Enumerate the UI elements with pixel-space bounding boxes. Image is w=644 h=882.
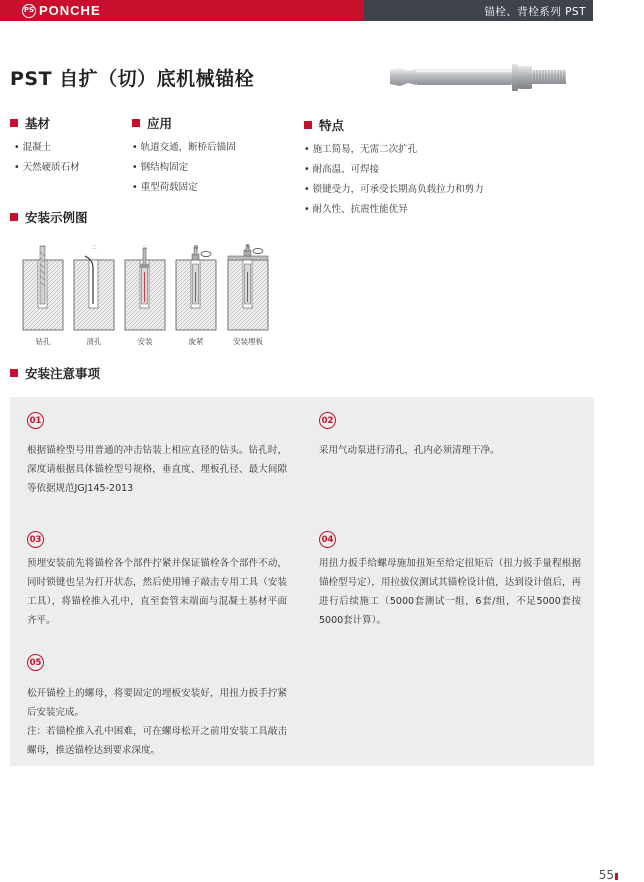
- note-number-badge: 02: [319, 412, 336, 429]
- list-item: • 混凝土: [14, 138, 80, 158]
- material-heading: [10, 114, 50, 132]
- application-heading-text: 应用: [147, 116, 173, 131]
- note-number-badge: 04: [319, 531, 336, 548]
- application-heading: [132, 114, 172, 132]
- section-square-icon: [132, 119, 140, 127]
- page-marker: [615, 873, 618, 880]
- series-label: 锚栓、背栓系列 PST: [484, 6, 586, 18]
- notes-heading-text: 安装注意事项: [25, 366, 101, 381]
- note-number-badge: 05: [27, 654, 44, 671]
- logo-icon: PS: [22, 4, 36, 18]
- note-remark: 注：若锚栓推入孔中困难，可在螺母松开之前用安装工具敲击螺母，推送锚栓达到要求深度。: [27, 726, 287, 756]
- note-text: 预埋安装前先将锚栓各个部件拧紧并保证锚栓各个部件不动，同时锁键也呈为打开状态，然后使用锤子敲击专用工具（安装工具），将锚栓推入孔中，直至套管末端面与混凝土基材平面齐平。: [27, 558, 287, 626]
- step-install-diagram: [124, 242, 166, 332]
- page-title: PST 自扩（切）底机械锚栓: [10, 68, 255, 90]
- material-heading-text: 基材: [25, 116, 51, 131]
- features-heading: [304, 116, 344, 134]
- material-list: [14, 138, 80, 178]
- note-text: 根据锚栓型号用普通的冲击钻装上相应直径的钻头。钻孔时，深度请根据具体锚栓型号规格，垂直度、埋板孔径、最大间隙等依据规范JGJ145-2013: [27, 445, 287, 494]
- section-square-icon: [10, 369, 18, 377]
- step-number: 五: [245, 244, 251, 250]
- step-drill-diagram: [22, 242, 64, 332]
- step-caption: 清孔: [86, 337, 102, 346]
- note-text: 松开锚栓上的螺母，将要固定的埋板安装好，用扭力扳手拧紧后安装完成。: [27, 688, 287, 718]
- notes-heading: [10, 364, 100, 382]
- step-caption: 安装埋板: [233, 337, 263, 346]
- list-item: • 钢结构固定: [132, 158, 236, 178]
- list-item: • 重型荷载固定: [132, 178, 236, 198]
- note-text: 采用气动泵进行清孔，孔内必须清理干净。: [319, 445, 500, 456]
- notes-panel: [10, 397, 594, 766]
- section-square-icon: [10, 213, 18, 221]
- section-square-icon: [10, 119, 18, 127]
- step-tighten-diagram: [175, 242, 217, 332]
- features-list: [304, 140, 484, 220]
- install-diagram-heading: [10, 208, 88, 226]
- page-number: 55: [598, 868, 614, 882]
- step-plate-diagram: [227, 242, 269, 332]
- features-heading-text: 特点: [319, 118, 345, 133]
- section-square-icon: [304, 121, 312, 129]
- list-item: • 锁键受力，可承受长期高负载拉力和剪力: [304, 180, 484, 200]
- brand-logo: [22, 3, 101, 18]
- note-number-badge: 03: [27, 531, 44, 548]
- step-caption: 旋紧: [188, 337, 204, 346]
- list-item: • 轨道交通，断桥后锚固: [132, 138, 236, 158]
- logo-text: PONCHE: [39, 3, 101, 18]
- list-item: • 耐高温、可焊接: [304, 160, 484, 180]
- step-clean-diagram: [73, 242, 115, 332]
- list-item: • 施工简易，无需二次扩孔: [304, 140, 484, 160]
- anchor-bolt-image: [386, 60, 576, 96]
- install-diagram-heading-text: 安装示例图: [25, 210, 88, 225]
- step-number: 四: [193, 245, 199, 251]
- step-number: 三: [142, 245, 148, 251]
- note-number-badge: 01: [27, 412, 44, 429]
- application-list: [132, 138, 236, 198]
- step-number: 二: [91, 245, 97, 251]
- list-item: • 天然硬质石材: [14, 158, 80, 178]
- header-bar-gap: [593, 0, 644, 21]
- step-number: 一: [40, 245, 46, 251]
- list-item: • 耐久性、抗震性能优异: [304, 200, 484, 220]
- step-caption: 钻孔: [35, 337, 51, 346]
- step-caption: 安装: [137, 337, 153, 346]
- note-text: 用扭力扳手给螺母施加扭矩至给定扭矩后（扭力扳手量程根据锚栓型号定），用拉拔仪测试其锚栓设计值，达到设计值后，再进行后续施工（5000套测试一组，6套/组，不足5000套按5000套计算）。: [319, 558, 581, 626]
